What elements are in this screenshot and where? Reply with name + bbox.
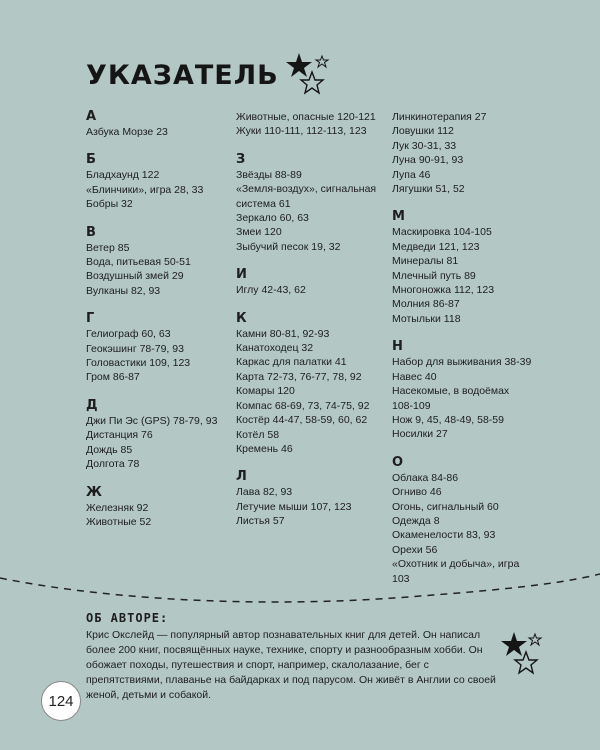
index-entry: Орехи 56 (392, 543, 438, 556)
index-section (236, 470, 386, 528)
index-entry: Джи Пи Эс (GPS) 78-79, 93 (86, 414, 218, 427)
stars-decoration-icon (500, 628, 548, 678)
index-title: УКАЗАТЕЛЬ (86, 60, 279, 91)
index-letter-heading: Л (236, 469, 247, 485)
index-letter-heading: К (236, 310, 247, 326)
index-entry: Вода, питьевая 50-51 (86, 256, 191, 269)
index-entry: Минералы 81 (392, 255, 459, 268)
index-entry: Карта 72-73, 76-77, 78, 92 (236, 370, 362, 383)
index-letter-heading: М (392, 209, 405, 225)
index-entry: Млечный путь 89 (392, 269, 476, 282)
index-section (86, 486, 236, 530)
index-entry: Дождь 85 (86, 443, 133, 456)
index-letter-heading: Н (392, 339, 403, 355)
index-entry: Насекомые, в водоёмах 108-109 (392, 385, 510, 412)
wavy-divider (0, 570, 600, 610)
index-letter-heading: Б (86, 152, 96, 168)
index-section (392, 340, 532, 441)
index-entry: Лава 82, 93 (236, 486, 293, 499)
index-entry: Головастики 109, 123 (86, 357, 191, 370)
index-entry: Кремень 46 (236, 442, 293, 455)
index-entry: «Блинчики», игра 28, 33 (86, 183, 204, 196)
index-section (236, 312, 386, 457)
index-letter-heading: Д (86, 397, 98, 413)
index-entry: Ветер 85 (86, 241, 130, 254)
index-entry: Зеркало 60, 63 (236, 212, 309, 225)
index-entry: Вулканы 82, 93 (86, 284, 161, 297)
index-entry: Иглу 42-43, 62 (236, 284, 306, 297)
index-entry: Азбука Морзе 23 (86, 126, 168, 138)
index-entry: Звёзды 88-89 (236, 168, 302, 181)
index-entry: Долгота 78 (86, 458, 140, 471)
index-section (86, 312, 236, 385)
about-author-text: Крис Окслейд — популярный автор познавательных книг для детей. Он написал более 200 книг, посвящённых науке, технике, спорту и разнообразным хобби. Он обожает походы, путешествия и спорт, например, скалолазание, бег с препятствиями, плаванье на байдарках и под парусом. Он живёт в Англии со своей женой, детьми и собакой. (86, 629, 496, 701)
index-entry: Навес 40 (392, 370, 437, 383)
index-entry: Листья 57 (236, 515, 285, 528)
index-entry: Лягушки 51, 52 (392, 183, 465, 196)
index-letter-heading: О (392, 454, 404, 470)
index-entry: Лук 30-31, 33 (392, 139, 457, 152)
index-entry: Летучие мыши 107, 123 (236, 500, 352, 513)
index-entry: Канатоходец 32 (236, 342, 314, 355)
index-entry: Облака 84-86 (392, 471, 459, 484)
index-entry: Зыбучий песок 19, 32 (236, 240, 341, 253)
index-section (86, 153, 236, 211)
index-section (236, 153, 386, 254)
index-entry: «Охотник и добыча», игра 103 (392, 558, 520, 585)
index-entry: Лупа 46 (392, 168, 431, 181)
index-section (86, 110, 236, 139)
index-column-2 (236, 110, 386, 529)
index-entry: Набор для выживания 38-39 (392, 356, 532, 369)
index-entry: Бладхаунд 122 (86, 169, 160, 182)
index-entry: Гром 86-87 (86, 371, 140, 384)
index-entry: Каркас для палатки 41 (236, 356, 347, 369)
index-letter-heading: А (86, 109, 97, 124)
index-entry: Окаменелости 83, 93 (392, 529, 496, 542)
index-entry: Маскировка 104-105 (392, 226, 492, 239)
index-entry: «Земля-воздух», сигнальная система 61 (236, 183, 377, 210)
index-entry: Костёр 44-47, 58-59, 60, 62 (236, 414, 368, 427)
about-author-heading: ОБ АВТОРЕ: (86, 611, 169, 625)
index-entry: Котёл 58 (236, 428, 280, 441)
index-entry: Комары 120 (236, 385, 295, 398)
index-section (392, 456, 532, 586)
index-entry: Одежда 8 (392, 514, 440, 527)
index-section (392, 210, 532, 326)
index-letter-heading: В (86, 224, 96, 240)
index-letter-heading: Ж (86, 484, 102, 500)
index-letter-heading: И (236, 267, 247, 283)
index-entry: Огонь, сигнальный 60 (392, 500, 499, 513)
index-entry: Геокэшинг 78-79, 93 (86, 342, 184, 355)
index-entry: Змеи 120 (236, 226, 282, 239)
index-letter-heading: Г (86, 311, 95, 327)
index-section (392, 110, 532, 196)
index-entry: Дистанция 76 (86, 429, 153, 442)
index-section (86, 226, 236, 299)
index-column-3 (392, 110, 532, 586)
index-entry: Мотыльки 118 (392, 312, 461, 325)
index-entry: Ловушки 112 (392, 125, 454, 138)
index-section (86, 399, 236, 472)
index-entry: Линкинотерапия 27 (392, 111, 487, 123)
index-entry: Молния 86-87 (392, 298, 460, 311)
index-column-1 (86, 110, 236, 529)
index-entry: Носилки 27 (392, 428, 448, 441)
index-entry: Компас 68-69, 73, 74-75, 92 (236, 399, 370, 412)
index-entry: Бобры 32 (86, 198, 133, 211)
index-entry: Огниво 46 (392, 486, 442, 499)
stars-decoration-icon (285, 48, 335, 98)
index-entry: Нож 9, 45, 48-49, 58-59 (392, 413, 504, 426)
index-section (236, 110, 386, 139)
index-entry: Животные 52 (86, 515, 152, 528)
index-entry: Животные, опасные 120-121 (236, 111, 376, 123)
index-letter-heading: З (236, 151, 246, 167)
index-entry: Жуки 110-111, 112-113, 123 (236, 125, 367, 138)
index-entry: Камни 80-81, 92-93 (236, 327, 330, 340)
index-entry: Воздушный змей 29 (86, 270, 184, 283)
index-section (236, 268, 386, 297)
index-entry: Многоножка 112, 123 (392, 284, 495, 297)
index-entry: Медведи 121, 123 (392, 240, 480, 253)
page-number: 124 (41, 681, 81, 721)
index-entry: Железняк 92 (86, 501, 149, 514)
index-entry: Гелиограф 60, 63 (86, 328, 171, 341)
index-entry: Луна 90-91, 93 (392, 154, 464, 167)
